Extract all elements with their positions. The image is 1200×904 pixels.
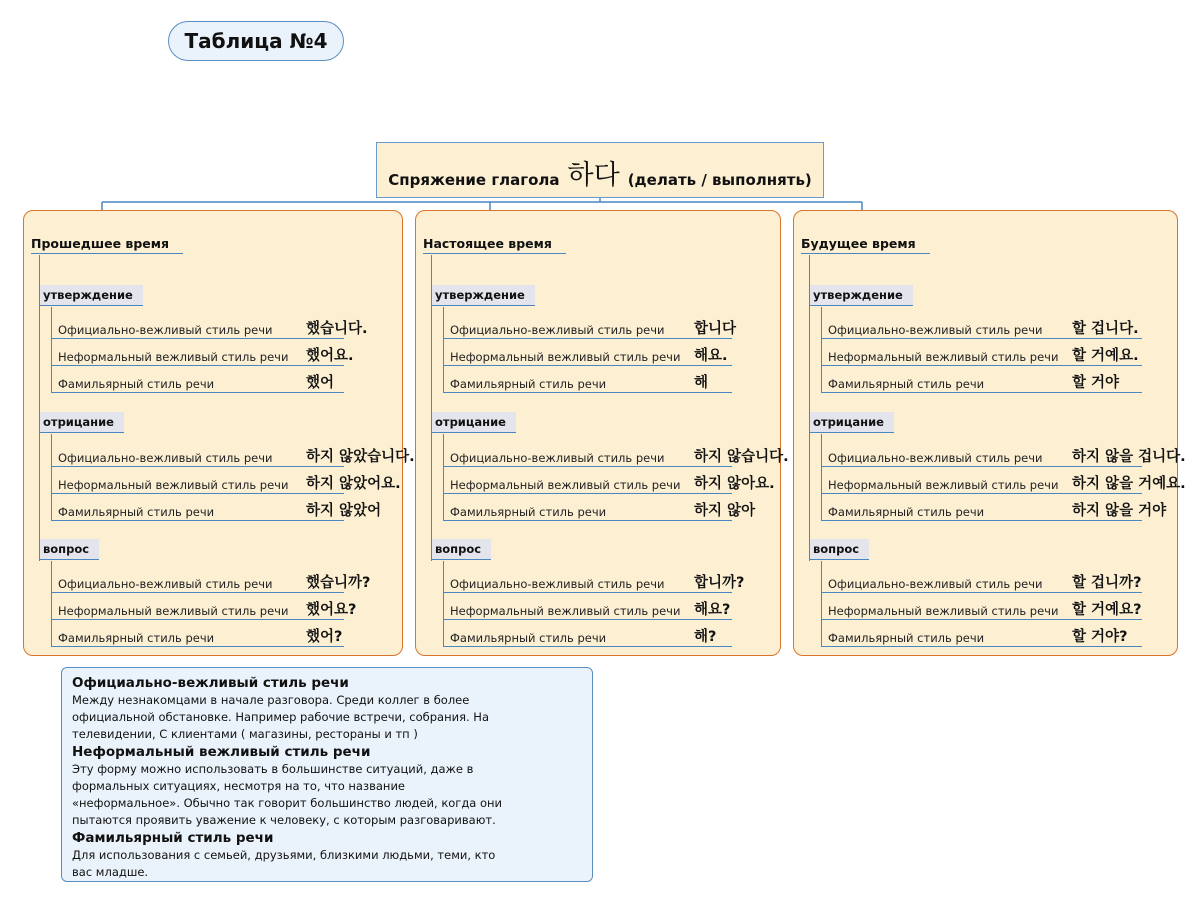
style-label: Неформальный вежливый стиль речи <box>450 350 681 364</box>
row-underline <box>822 365 1142 366</box>
category-question: вопрос <box>810 539 869 560</box>
tense-group-past <box>23 210 415 656</box>
central-prefix: Спряжение глагола <box>388 171 560 189</box>
conjugated-form: 했어요? <box>306 602 357 618</box>
row-underline <box>52 392 344 393</box>
form-row-familiar <box>444 373 732 393</box>
category-negative: отрицание <box>810 412 894 433</box>
tense-title: Будущее время <box>801 236 930 254</box>
style-label: Фамильярный стиль речи <box>828 377 985 391</box>
conjugated-form: 하지 않았습니다. <box>306 449 415 465</box>
conjugated-form: 하지 않을 거야 <box>1072 503 1167 519</box>
row-underline <box>822 392 1142 393</box>
row-underline <box>822 466 1142 467</box>
conjugated-form: 합니다 <box>694 321 737 337</box>
row-underline <box>52 365 344 366</box>
conjugated-form: 하지 않아 <box>694 503 756 519</box>
style-label: Неформальный вежливый стиль речи <box>828 478 1059 492</box>
note-text-formal: Между незнакомцами в начале разговора. Среди коллег в более официальной обстановке. Например рабочие встречи, собрания. На телевидении, С клиентами ( магазины, рестораны и тп ) <box>72 693 489 741</box>
category-question: вопрос <box>40 539 99 560</box>
category-affirmative: утверждение <box>432 285 535 306</box>
style-label: Фамильярный стиль речи <box>58 631 215 645</box>
row-underline <box>822 619 1142 620</box>
form-row-formal <box>822 447 1186 467</box>
form-row-informal <box>444 474 775 494</box>
form-row-formal <box>444 447 789 467</box>
form-row-informal <box>52 474 401 494</box>
style-label: Официально-вежливый стиль речи <box>828 577 1043 591</box>
category-negative: отрицание <box>40 412 124 433</box>
form-row-informal <box>52 346 354 366</box>
tense-title: Настоящее время <box>423 236 566 254</box>
style-label: Официально-вежливый стиль речи <box>828 323 1043 337</box>
form-row-informal <box>822 600 1142 620</box>
tense-group-present <box>415 210 789 656</box>
category-affirmative: утверждение <box>40 285 143 306</box>
conjugated-form: 할 겁니까? <box>1072 575 1142 591</box>
style-label: Неформальный вежливый стиль речи <box>58 350 289 364</box>
conjugated-form: 할 거야 <box>1072 375 1120 391</box>
style-label: Неформальный вежливый стиль речи <box>828 350 1059 364</box>
conjugated-form: 해요? <box>694 602 731 618</box>
row-underline <box>444 493 732 494</box>
style-label: Неформальный вежливый стиль речи <box>58 478 289 492</box>
form-row-formal <box>52 319 368 339</box>
style-label: Фамильярный стиль речи <box>828 505 985 519</box>
row-underline <box>444 466 732 467</box>
conjugated-form: 합니까? <box>694 575 745 591</box>
style-label: Официально-вежливый стиль речи <box>450 323 665 337</box>
conjugated-form: 할 거예요? <box>1072 602 1142 618</box>
note-text-familiar: Для использования с семьей, друзьями, близкими людьми, теми, кто вас младше. <box>72 848 496 879</box>
style-notes <box>61 667 593 882</box>
style-label: Неформальный вежливый стиль речи <box>450 478 681 492</box>
style-label: Официально-вежливый стиль речи <box>58 323 273 337</box>
form-row-familiar <box>52 373 344 393</box>
conjugated-form: 할 거예요. <box>1072 348 1139 364</box>
form-row-formal <box>444 573 745 593</box>
conjugated-form: 할 거야? <box>1072 629 1128 645</box>
form-row-familiar <box>822 627 1142 647</box>
style-label: Официально-вежливый стиль речи <box>450 577 665 591</box>
conjugated-form: 할 겁니다. <box>1072 321 1139 337</box>
form-row-formal <box>444 319 737 339</box>
conjugated-form: 했어? <box>306 629 343 645</box>
conjugated-form: 하지 않았어 <box>306 503 382 519</box>
tense-title: Прошедшее время <box>31 236 183 254</box>
row-underline <box>52 646 344 647</box>
style-label: Неформальный вежливый стиль речи <box>828 604 1059 618</box>
form-row-familiar <box>822 501 1167 521</box>
row-underline <box>444 619 732 620</box>
row-underline <box>822 338 1142 339</box>
row-underline <box>822 493 1142 494</box>
conjugated-form: 하지 않습니다. <box>694 449 789 465</box>
row-underline <box>822 520 1142 521</box>
style-label: Фамильярный стиль речи <box>450 631 607 645</box>
note-heading-informal: Неформальный вежливый стиль речи <box>72 744 371 760</box>
row-underline <box>52 592 344 593</box>
note-text-informal: Эту форму можно использовать в большинстве ситуаций, даже в формальных ситуациях, несмотря на то, что название «неформальное». Обычно так говорит большинство людей, когда они пытаются проявить уважение к человеку, с которым разговаривают. <box>72 762 503 827</box>
conjugated-form: 했습니까? <box>306 575 371 591</box>
row-underline <box>52 619 344 620</box>
form-row-familiar <box>444 627 732 647</box>
row-underline <box>52 520 344 521</box>
form-row-informal <box>822 346 1142 366</box>
row-underline <box>822 646 1142 647</box>
form-row-informal <box>444 346 732 366</box>
style-label: Официально-вежливый стиль речи <box>58 577 273 591</box>
category-affirmative: утверждение <box>810 285 913 306</box>
table-title: Таблица №4 <box>168 21 344 61</box>
row-underline <box>444 520 732 521</box>
form-row-formal <box>822 573 1142 593</box>
style-label: Официально-вежливый стиль речи <box>450 451 665 465</box>
conjugated-form: 해 <box>694 375 709 391</box>
conjugated-form: 하지 않을 거예요. <box>1072 476 1186 492</box>
conjugated-form: 하지 않을 겁니다. <box>1072 449 1186 465</box>
row-underline <box>444 365 732 366</box>
form-row-formal <box>52 573 371 593</box>
central-topic <box>376 142 824 198</box>
style-label: Неформальный вежливый стиль речи <box>450 604 681 618</box>
row-underline <box>52 466 344 467</box>
form-row-familiar <box>822 373 1142 393</box>
form-row-familiar <box>52 627 344 647</box>
conjugated-form: 했어요. <box>306 348 354 364</box>
conjugated-form: 했습니다. <box>306 321 368 337</box>
style-label: Официально-вежливый стиль речи <box>58 451 273 465</box>
row-underline <box>822 592 1142 593</box>
row-underline <box>444 338 732 339</box>
form-row-formal <box>52 447 415 467</box>
style-label: Фамильярный стиль речи <box>58 505 215 519</box>
central-verb: 하다 <box>567 160 620 191</box>
category-question: вопрос <box>432 539 491 560</box>
style-label: Фамильярный стиль речи <box>58 377 215 391</box>
conjugated-form: 해요. <box>694 348 728 364</box>
form-row-familiar <box>52 501 382 521</box>
conjugated-form: 하지 않았어요. <box>306 476 401 492</box>
conjugated-form: 하지 않아요. <box>694 476 775 492</box>
style-label: Фамильярный стиль речи <box>828 631 985 645</box>
style-label: Официально-вежливый стиль речи <box>828 451 1043 465</box>
form-row-informal <box>52 600 357 620</box>
row-underline <box>444 392 732 393</box>
row-underline <box>444 646 732 647</box>
conjugated-form: 했어 <box>306 375 335 391</box>
style-label: Фамильярный стиль речи <box>450 377 607 391</box>
category-negative: отрицание <box>432 412 516 433</box>
form-row-formal <box>822 319 1142 339</box>
form-row-informal <box>822 474 1186 494</box>
note-heading-familiar: Фамильярный стиль речи <box>72 830 274 846</box>
row-underline <box>52 493 344 494</box>
style-label: Фамильярный стиль речи <box>450 505 607 519</box>
central-gloss: (делать / выполнять) <box>627 171 812 189</box>
row-underline <box>444 592 732 593</box>
conjugated-form: 해? <box>694 629 717 645</box>
note-heading-formal: Официально-вежливый стиль речи <box>72 675 349 691</box>
form-row-familiar <box>444 501 756 521</box>
row-underline <box>52 338 344 339</box>
form-row-informal <box>444 600 732 620</box>
tense-group-future <box>793 210 1186 656</box>
style-label: Неформальный вежливый стиль речи <box>58 604 289 618</box>
